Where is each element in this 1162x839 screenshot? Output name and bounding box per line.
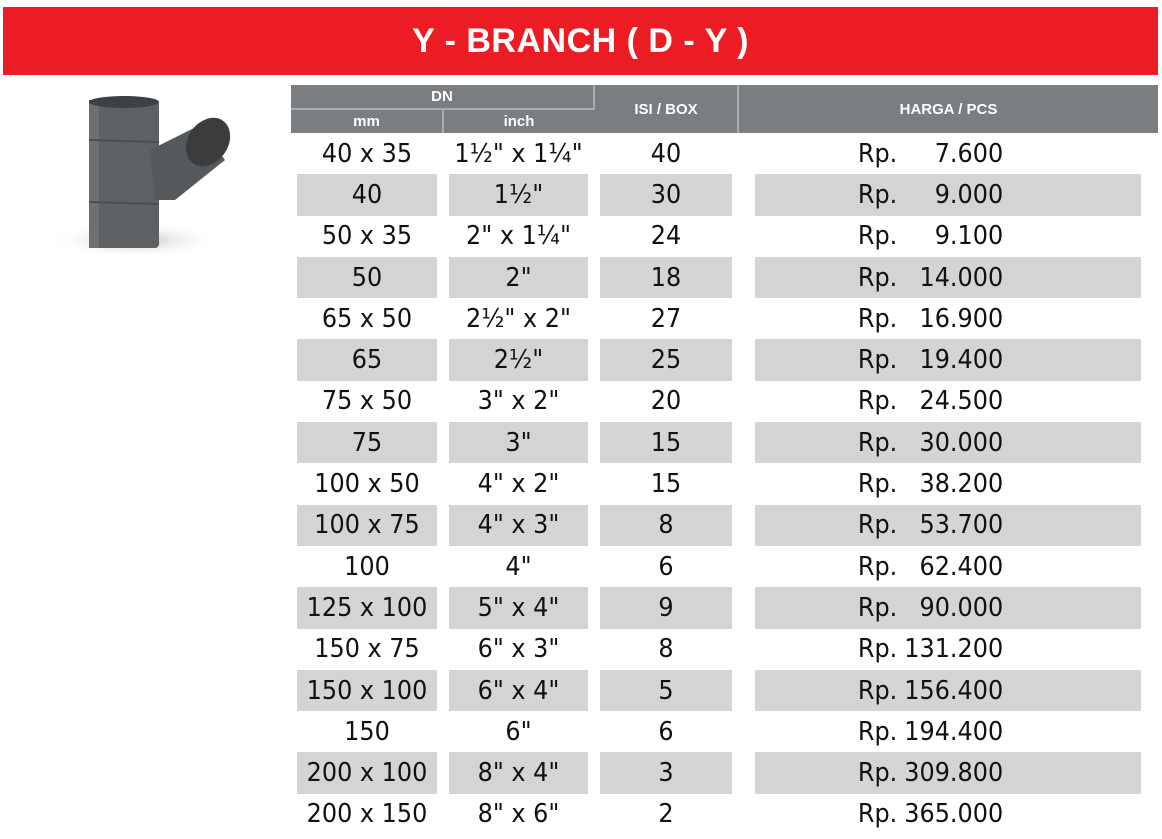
mm-cell: 125 x 100 <box>297 587 437 628</box>
isi-header: ISI / BOX <box>594 85 738 133</box>
mm-cell: 75 x 50 <box>321 386 413 417</box>
table-row <box>291 505 1158 546</box>
price-cell <box>755 629 1141 670</box>
price-cell <box>755 546 1141 587</box>
currency-label: Rp. <box>857 469 898 500</box>
currency-label: Rp. <box>857 510 898 541</box>
price-value: 365.000 <box>904 799 1004 830</box>
table-row <box>291 133 1158 174</box>
price-value: 38.200 <box>919 469 1004 500</box>
table-row <box>291 794 1158 835</box>
isi-cell: 40 <box>650 138 682 169</box>
isi-cell: 8 <box>600 505 732 546</box>
inch-cell: 2" <box>449 257 588 298</box>
price-value: 9.100 <box>934 221 1004 252</box>
isi-cell: 6 <box>658 716 674 747</box>
currency-label: Rp. <box>857 716 898 747</box>
dn-header: DN <box>291 85 594 109</box>
price-cell <box>755 257 1141 298</box>
price-cell <box>755 711 1141 752</box>
price-value: 156.400 <box>904 675 1004 706</box>
currency-label: Rp. <box>857 799 898 830</box>
isi-cell: 27 <box>650 303 682 334</box>
currency-label: Rp. <box>857 551 898 582</box>
currency-label: Rp. <box>857 138 898 169</box>
price-value: 53.700 <box>919 510 1004 541</box>
price-value: 194.400 <box>904 716 1004 747</box>
isi-cell: 9 <box>600 587 732 628</box>
currency-label: Rp. <box>857 303 898 334</box>
price-cell <box>755 339 1141 380</box>
inch-cell: 3" x 2" <box>477 386 560 417</box>
mm-cell: 100 x 75 <box>297 505 437 546</box>
price-value: 131.200 <box>904 634 1004 665</box>
price-cell <box>755 794 1141 835</box>
mm-cell: 65 <box>297 339 437 380</box>
isi-cell: 5 <box>600 670 732 711</box>
inch-cell: 8" x 4" <box>449 752 588 793</box>
price-cell <box>755 505 1141 546</box>
table-row <box>291 711 1158 752</box>
price-value: 24.500 <box>919 386 1004 417</box>
mm-cell: 100 x 50 <box>314 469 420 500</box>
mm-cell: 150 x 75 <box>314 634 420 665</box>
price-cell <box>755 216 1141 257</box>
inch-cell: 2½" <box>449 339 588 380</box>
mm-cell: 100 <box>344 551 390 582</box>
currency-label: Rp. <box>857 758 898 789</box>
price-value: 30.000 <box>919 427 1004 458</box>
price-value: 14.000 <box>919 262 1004 293</box>
isi-cell: 15 <box>650 469 682 500</box>
price-cell <box>755 670 1141 711</box>
isi-cell: 24 <box>650 221 682 252</box>
inch-cell: 6" x 4" <box>449 670 588 711</box>
inch-cell: 1½" <box>449 174 588 215</box>
currency-label: Rp. <box>857 592 898 623</box>
currency-label: Rp. <box>857 179 898 210</box>
table-row <box>291 257 1158 298</box>
isi-cell: 6 <box>658 551 674 582</box>
currency-label: Rp. <box>857 345 898 376</box>
table-row <box>291 174 1158 215</box>
price-cell <box>755 381 1141 422</box>
mm-cell: 50 <box>297 257 437 298</box>
inch-cell: 2" x 1¼" <box>466 221 571 252</box>
price-cell <box>755 752 1141 793</box>
mm-cell: 200 x 100 <box>297 752 437 793</box>
currency-label: Rp. <box>857 427 898 458</box>
price-cell <box>755 133 1141 174</box>
table-row <box>291 752 1158 793</box>
table-row <box>291 587 1158 628</box>
inch-cell: 5" x 4" <box>449 587 588 628</box>
inch-cell: 8" x 6" <box>477 799 560 830</box>
inch-cell: 4" <box>505 551 532 582</box>
table-row <box>291 381 1158 422</box>
mm-cell: 40 <box>297 174 437 215</box>
isi-cell: 15 <box>600 422 732 463</box>
table-row <box>291 422 1158 463</box>
inch-header: inch <box>443 109 594 133</box>
price-cell <box>755 298 1141 339</box>
price-value: 9.000 <box>934 179 1004 210</box>
inch-cell: 4" x 3" <box>449 505 588 546</box>
price-cell <box>755 587 1141 628</box>
inch-cell: 3" <box>449 422 588 463</box>
currency-label: Rp. <box>857 386 898 417</box>
inch-cell: 1½" x 1¼" <box>454 138 583 169</box>
isi-cell: 2 <box>658 799 674 830</box>
price-table <box>291 85 1158 835</box>
y-branch-pipe-image <box>40 90 230 260</box>
isi-cell: 3 <box>600 752 732 793</box>
inch-cell: 2½" x 2" <box>466 303 571 334</box>
inch-cell: 6" x 3" <box>477 634 560 665</box>
harga-header: HARGA / PCS <box>738 85 1158 133</box>
inch-cell: 6" <box>505 716 532 747</box>
currency-label: Rp. <box>857 634 898 665</box>
isi-cell: 30 <box>600 174 732 215</box>
table-row <box>291 216 1158 257</box>
price-value: 19.400 <box>919 345 1004 376</box>
currency-label: Rp. <box>857 262 898 293</box>
price-cell <box>755 174 1141 215</box>
price-value: 62.400 <box>919 551 1004 582</box>
mm-cell: 150 <box>344 716 390 747</box>
mm-cell: 75 <box>297 422 437 463</box>
price-value: 16.900 <box>919 303 1004 334</box>
table-row <box>291 629 1158 670</box>
page-title: Y - BRANCH ( D - Y ) <box>3 7 1158 75</box>
currency-label: Rp. <box>857 675 898 706</box>
price-value: 309.800 <box>904 758 1004 789</box>
isi-cell: 8 <box>658 634 674 665</box>
table-row <box>291 546 1158 587</box>
isi-cell: 25 <box>600 339 732 380</box>
price-cell <box>755 422 1141 463</box>
mm-cell: 40 x 35 <box>321 138 413 169</box>
price-cell <box>755 463 1141 504</box>
table-row <box>291 670 1158 711</box>
mm-cell: 150 x 100 <box>297 670 437 711</box>
price-value: 90.000 <box>919 592 1004 623</box>
isi-cell: 18 <box>600 257 732 298</box>
table-row <box>291 298 1158 339</box>
mm-cell: 200 x 150 <box>306 799 428 830</box>
price-value: 7.600 <box>934 138 1004 169</box>
currency-label: Rp. <box>857 221 898 252</box>
mm-cell: 50 x 35 <box>321 221 413 252</box>
isi-cell: 20 <box>650 386 682 417</box>
mm-cell: 65 x 50 <box>321 303 413 334</box>
inch-cell: 4" x 2" <box>477 469 560 500</box>
table-row <box>291 463 1158 504</box>
table-row <box>291 339 1158 380</box>
mm-header: mm <box>291 109 443 133</box>
